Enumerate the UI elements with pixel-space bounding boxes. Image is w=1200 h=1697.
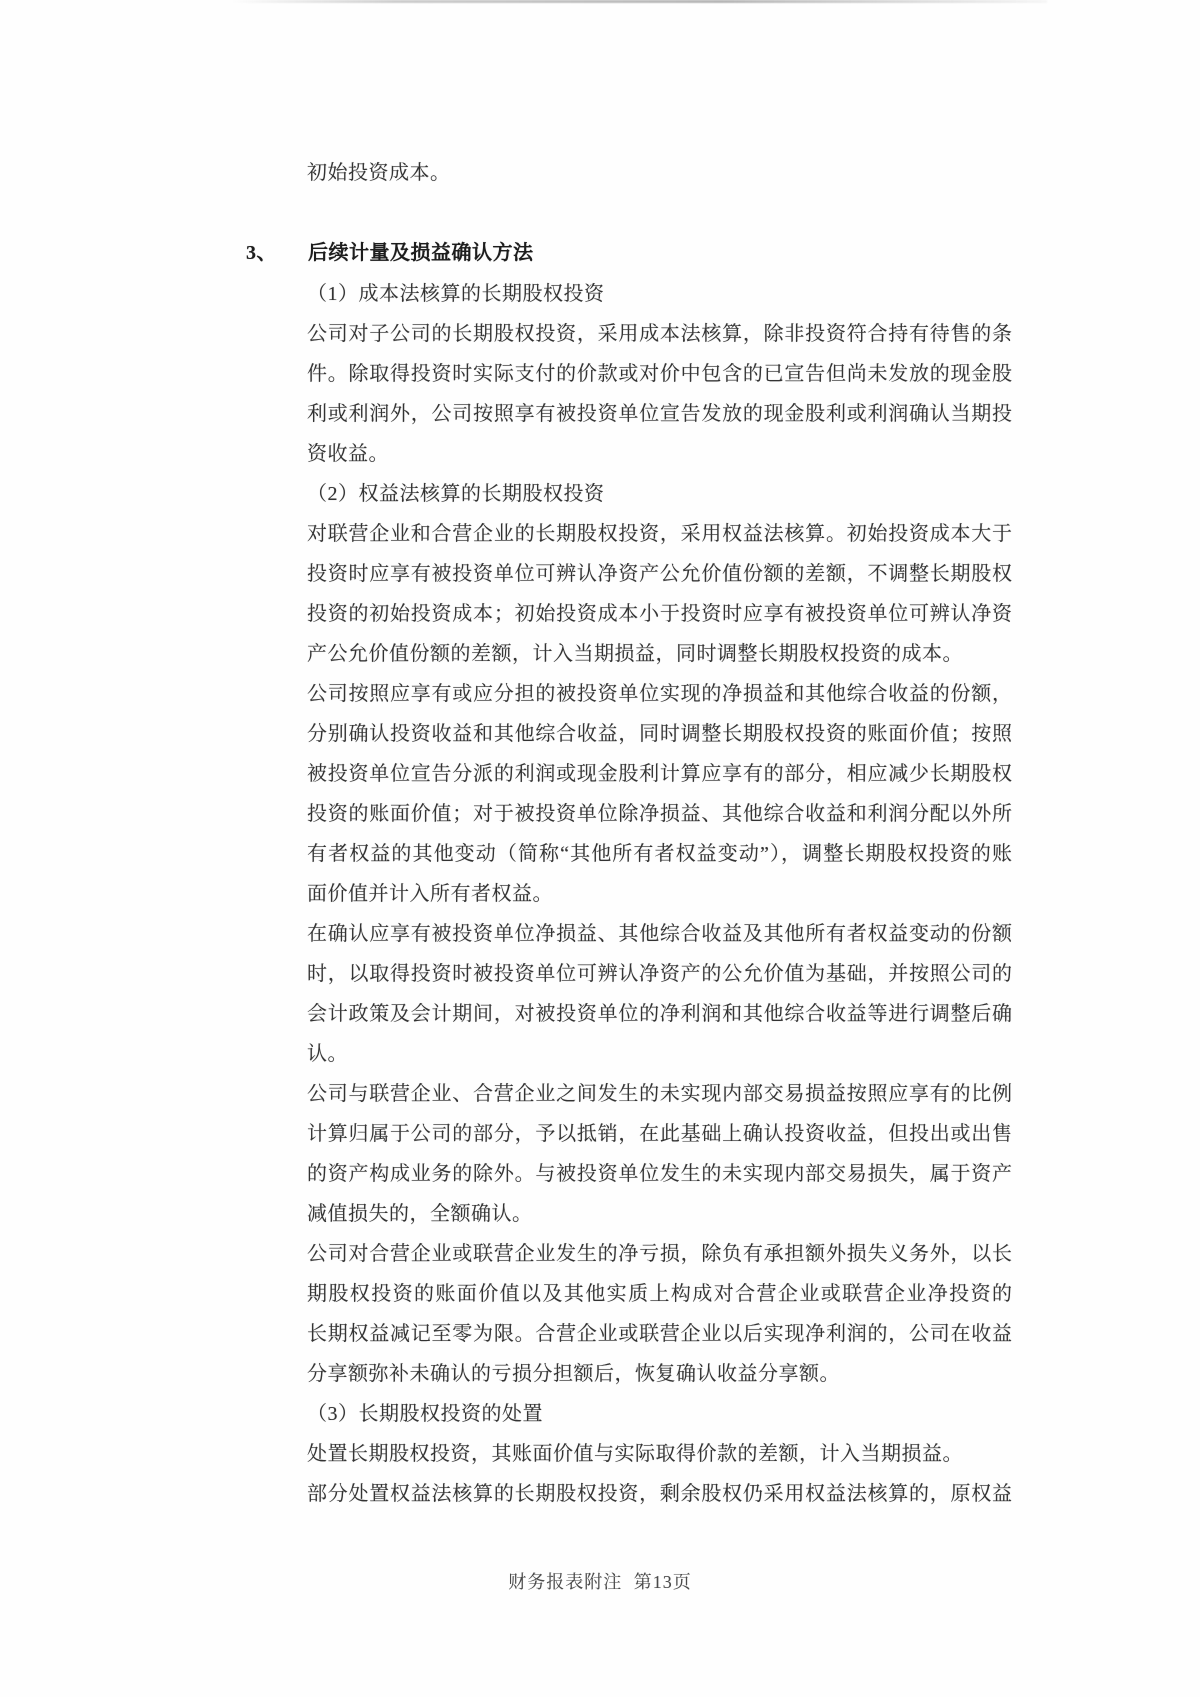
text-line: 时，以取得投资时被投资单位可辨认净资产的公允价值为基础，并按照公司的 [307, 963, 1012, 985]
text-line: 面价值并计入所有者权益。 [307, 883, 553, 905]
text-line: 公司对子公司的长期股权投资，采用成本法核算，除非投资符合持有待售的条 [307, 323, 1012, 345]
text-line: 公司按照应享有或应分担的被投资单位实现的净损益和其他综合收益的份额， [307, 683, 1012, 705]
text-line: 投资的账面价值；对于被投资单位除净损益、其他综合收益和利润分配以外所 [307, 803, 1012, 825]
page-footer: 财务报表附注 第13页 [508, 1572, 692, 1592]
subitem-1-label: （1）成本法核算的长期股权投资 [307, 283, 605, 305]
text-line: 产公允价值份额的差额，计入当期损益，同时调整长期股权投资的成本。 [307, 643, 963, 665]
section-number: 3、 [246, 242, 277, 264]
text-line: 计算归属于公司的部分，予以抵销，在此基础上确认投资收益，但投出或出售 [307, 1123, 1012, 1145]
text-line: 处置长期股权投资，其账面价值与实际取得价款的差额，计入当期损益。 [307, 1443, 963, 1465]
text-line: 利或利润外，公司按照享有被投资单位宣告发放的现金股利或利润确认当期投 [307, 403, 1012, 425]
text-line: 资收益。 [307, 443, 389, 465]
section-heading [246, 233, 534, 273]
text-line: 公司对合营企业或联营企业发生的净亏损，除负有承担额外损失义务外，以长 [307, 1243, 1012, 1265]
text-line: 的资产构成业务的除外。与被投资单位发生的未实现内部交易损失，属于资产 [307, 1163, 1012, 1185]
text-line: 有者权益的其他变动（简称“其他所有者权益变动”），调整长期股权投资的账 [307, 843, 1012, 865]
text-line: 分享额弥补未确认的亏损分担额后，恢复确认收益分享额。 [307, 1363, 840, 1385]
subitem-3-label: （3）长期股权投资的处置 [307, 1403, 543, 1425]
text-line: 减值损失的，全额确认。 [307, 1203, 533, 1225]
section-title: 后续计量及损益确认方法 [308, 242, 534, 264]
text-line: 投资时应享有被投资单位可辨认净资产公允价值份额的差额，不调整长期股权 [307, 563, 1012, 585]
section-body [307, 274, 1012, 1514]
text-line: 公司与联营企业、合营企业之间发生的未实现内部交易损益按照应享有的比例 [307, 1083, 1012, 1105]
text-line: 会计政策及会计期间，对被投资单位的净利润和其他综合收益等进行调整后确 [307, 1003, 1012, 1025]
text-line: 期股权投资的账面价值以及其他实质上构成对合营企业或联营企业净投资的 [307, 1283, 1012, 1305]
text-line: 部分处置权益法核算的长期股权投资，剩余股权仍采用权益法核算的，原权益 [307, 1483, 1012, 1505]
continuation-text: 初始投资成本。 [307, 162, 451, 184]
text-line: 件。除取得投资时实际支付的价款或对价中包含的已宣告但尚未发放的现金股 [307, 363, 1012, 385]
text-line: 分别确认投资收益和其他综合收益，同时调整长期股权投资的账面价值；按照 [307, 723, 1012, 745]
text-line: 长期权益减记至零为限。合营企业或联营企业以后实现净利润的，公司在收益 [307, 1323, 1012, 1345]
text-line: 投资的初始投资成本；初始投资成本小于投资时应享有被投资单位可辨认净资 [307, 603, 1012, 625]
text-line: 被投资单位宣告分派的利润或现金股利计算应享有的部分，相应减少长期股权 [307, 763, 1012, 785]
scan-edge-artifact [232, 0, 1047, 3]
subitem-2-label: （2）权益法核算的长期股权投资 [307, 483, 605, 505]
text-line: 认。 [307, 1043, 348, 1065]
text-line: 对联营企业和合营企业的长期股权投资，采用权益法核算。初始投资成本大于 [307, 523, 1012, 545]
text-line: 在确认应享有被投资单位净损益、其他综合收益及其他所有者权益变动的份额 [307, 923, 1012, 945]
